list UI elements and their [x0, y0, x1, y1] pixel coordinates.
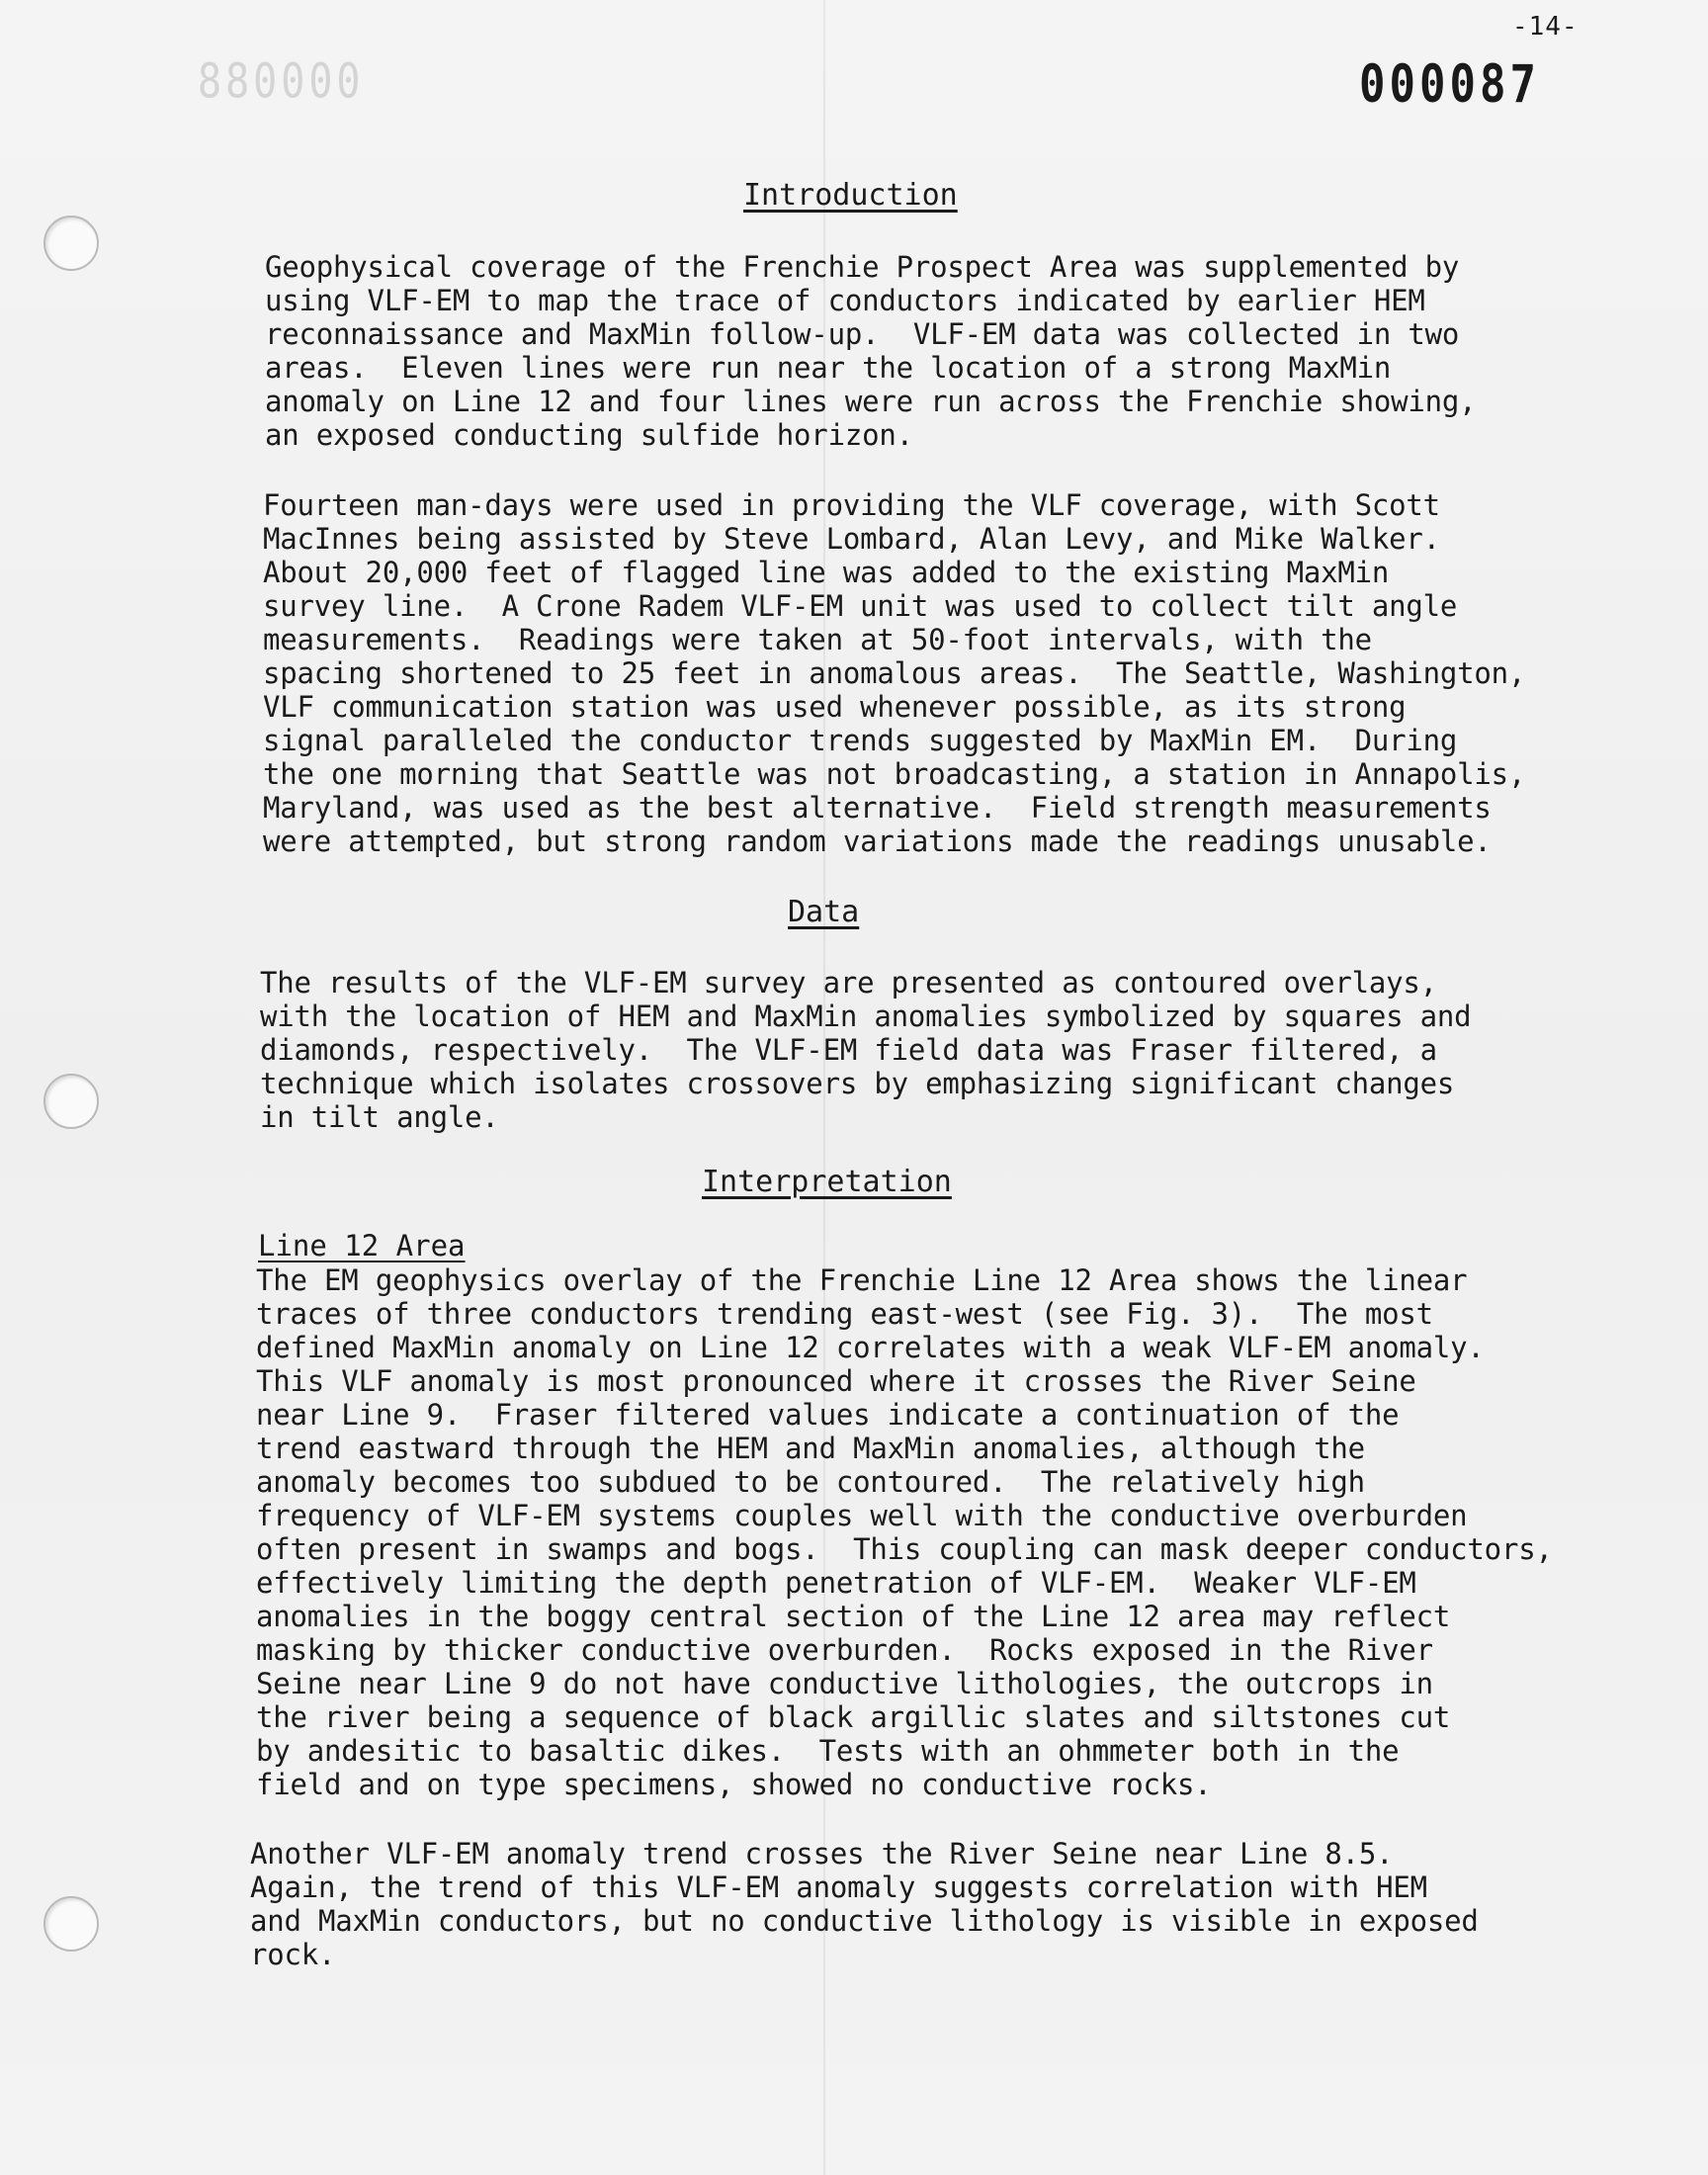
paragraph-introduction-2: Fourteen man-days were used in providing the VLF coverage, with Scott MacInnes being assisted by Steve Lombard, Alan Levy, and Mike Walker. About 20,000 feet of flagged line was added to the existing MaxMin survey line. A Crone Radem VLF-EM unit was used to collect tilt angle measurements. Readings were taken at 50-foot intervals, with the spacing shortened to 25 feet in anomalous areas. The Seattle, Washington, VLF communication station was used whenever possible, as its strong signal paralleled the conductor trends suggested by MaxMin EM. During the one morning that Seattle was not broadcasting, a station in Annapolis, Maryland, was used as the best alternative. Field strength measurements were attempted, but strong random variations made the readings unusable. — [263, 488, 1526, 858]
document-number: 000087 — [1359, 53, 1540, 116]
binder-hole-top — [43, 216, 99, 271]
paragraph-interpretation-2: Another VLF-EM anomaly trend crosses the River Seine near Line 8.5. Again, the trend of this VLF-EM anomaly suggests correlation with HEM and MaxMin conductors, but no conductive lithology is visible in exposed rock. — [250, 1837, 1479, 1971]
heading-interpretation: Interpretation — [702, 1165, 952, 1199]
subheading-line-12-area: Line 12 Area — [258, 1229, 466, 1262]
page-number: -14- — [1512, 12, 1579, 42]
heading-data: Data — [788, 895, 860, 929]
paragraph-data-1: The results of the VLF-EM survey are presented as contoured overlays, with the location of HEM and MaxMin anomalies symbolized by squares and diamonds, respectively. The VLF-EM field data was Fraser filtered, a technique which isolates crossovers by emphasizing significant changes in tilt angle. — [260, 966, 1472, 1134]
heading-introduction: Introduction — [743, 178, 958, 213]
paragraph-interpretation-1: The EM geophysics overlay of the Frenchie Line 12 Area shows the linear traces of three conductors trending east-west (see Fig. 3). The most defined MaxMin anomaly on Line 12 correlates with a weak VLF-EM anomaly. This VLF anomaly is most pronounced where it crosses the River Seine near Line 9. Fraser filtered values indicate a continuation of the trend eastward through the HEM and MaxMin anomalies, although the anomaly becomes too subdued to be contoured. The relatively high frequency of VLF-EM systems couples well with the conductive overburden often present in swamps and bogs. This coupling can mask deeper conductors, effectively limiting the depth penetration of VLF-EM. Weaker VLF-EM anomalies in the boggy central section of the Line 12 area may reflect masking by thicker conductive overburden. Rocks exposed in the River Seine near Line 9 do not have conductive lithologies, the outcrops in the river being a sequence of black argillic slates and siltstones cut by andesitic to basaltic dikes. Tests with an ohmmeter both in the field and on type specimens, showed no conductive rocks. — [256, 1263, 1553, 1801]
binder-hole-bottom — [43, 1896, 99, 1952]
binder-hole-middle — [43, 1074, 99, 1129]
paragraph-introduction-1: Geophysical coverage of the Frenchie Prospect Area was supplemented by using VLF-EM to map the trace of conductors indicated by earlier HEM reconnaissance and MaxMin follow-up. VLF-EM data was collected in two areas. Eleven lines were run near the location of a strong MaxMin anomaly on Line 12 and four lines were run across the Frenchie showing, an exposed conducting sulfide horizon. — [265, 250, 1477, 452]
faded-stamp-number: 880000 — [198, 54, 365, 110]
